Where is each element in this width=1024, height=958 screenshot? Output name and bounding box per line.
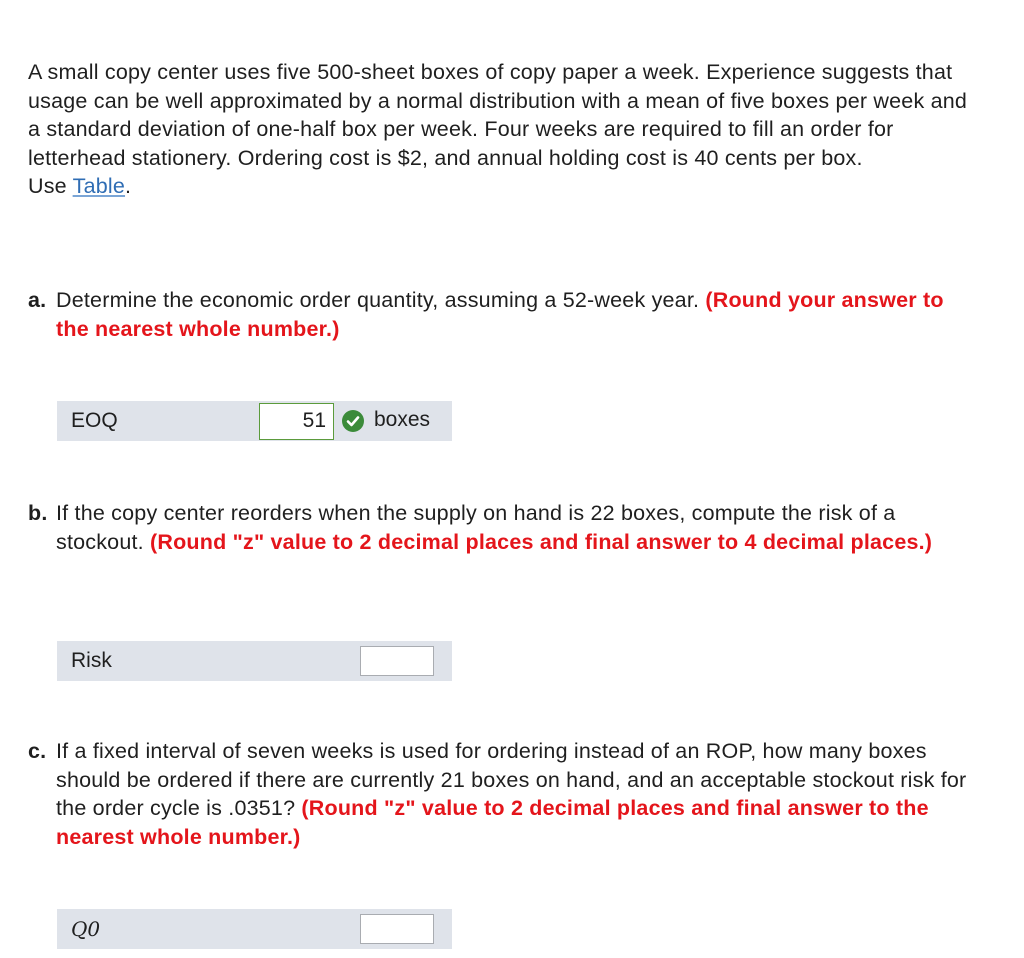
answer-row-q0	[57, 909, 452, 949]
answer-label: Q0	[71, 917, 101, 941]
table-link[interactable]: Table	[72, 174, 126, 198]
question-instruction: (Round "z" value to 2 decimal places and final answer to the nearest whole number.)	[56, 796, 929, 849]
question-instruction: (Round your answer to the nearest whole number.)	[56, 288, 944, 341]
answer-label: Risk	[71, 649, 112, 672]
problem-statement	[28, 58, 973, 201]
question-text: If a fixed interval of seven weeks is used for ordering instead of an ROP, how many boxes should be ordered if there are currently 21 boxes on hand, and an acceptable stockout risk for the order cycle is .0351?	[56, 739, 967, 820]
use-suffix: .	[125, 174, 132, 198]
eoq-input[interactable]: 51	[259, 403, 334, 440]
risk-input[interactable]	[360, 646, 434, 676]
answer-row-eoq	[57, 401, 452, 441]
question-instruction: (Round "z" value to 2 decimal places and final answer to 4 decimal places.)	[150, 529, 933, 554]
q0-input[interactable]	[360, 914, 434, 944]
question-text: If the copy center reorders when the supply on hand is 22 boxes, compute the risk of a stockout.	[56, 501, 896, 554]
question-a	[28, 286, 973, 343]
question-letter: b.	[28, 501, 48, 525]
question-text: Determine the economic order quantity, assuming a 52-week year.	[56, 288, 706, 312]
question-letter: c.	[28, 739, 47, 763]
question-c	[28, 737, 973, 851]
problem-text: A small copy center uses five 500-sheet boxes of copy paper a week. Experience suggests that usage can be well approximated by a normal distribution with a mean of five boxes per week and a standard deviation of one-half box per week. Four weeks are required to fill an order for letterhead stationery. Ordering cost is $2, and annual holding cost is 40 cents per box.	[28, 60, 968, 170]
answer-unit: boxes	[374, 408, 431, 431]
question-letter: a.	[28, 288, 47, 312]
answer-label: EOQ	[71, 409, 118, 432]
check-icon	[342, 410, 364, 432]
question-b	[28, 499, 973, 556]
answer-row-risk	[57, 641, 452, 681]
use-prefix: Use	[28, 174, 73, 198]
